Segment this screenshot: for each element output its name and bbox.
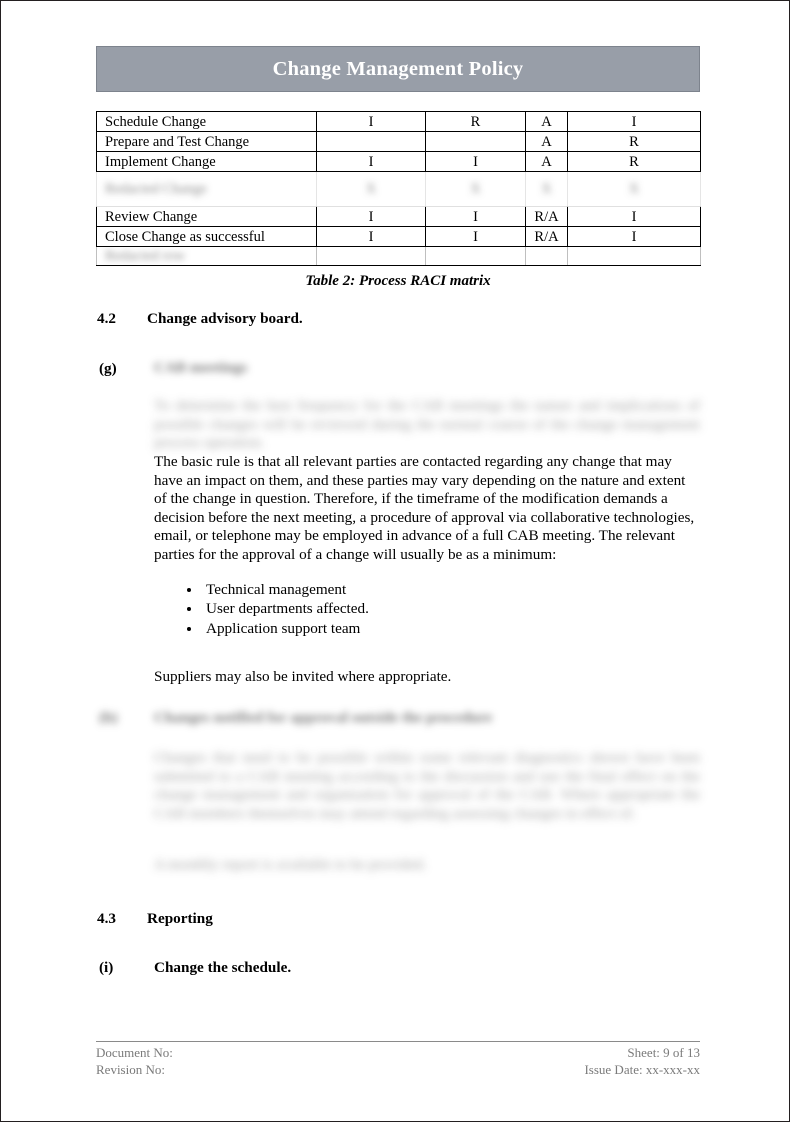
table-row [97,207,701,227]
section-title-43: Reporting [147,910,213,927]
table-cell-value: I [426,152,526,172]
table-cell-value [317,132,426,152]
table-cell-value [317,172,426,207]
table-row-redacted [97,247,701,266]
section-number-43: 4.3 [97,910,116,927]
item-g-intro-redacted: To determine the best frequency for the CAB meetings the nature and implications of possible changes will be reviewed during the normal course of the change management process operation. [154,397,700,452]
list-item: • User departments affected. [202,599,369,618]
table-caption: Table 2: Process RACI matrix [305,273,491,289]
table-cell-value: I [317,227,426,247]
table-cell-value: I [568,112,701,132]
redacted-text: X [470,181,481,197]
table-cell-value: R/A [526,207,568,227]
list-item: • Application support team [202,619,369,638]
redacted-text: Redacted row [105,248,186,264]
table-cell-task [97,172,317,207]
table-cell-task: Implement Change [97,152,317,172]
table-cell-value: I [426,207,526,227]
table-cell-task: Schedule Change [97,112,317,132]
table-row [97,112,701,132]
item-i-title: Change the schedule. [154,959,292,976]
document-header-banner [96,46,700,92]
footer-document-no: Document No: [96,1045,173,1060]
redacted-text: Redacted Change [105,181,207,197]
table-cell-task: Prepare and Test Change [97,132,317,152]
table-cell-value: I [426,227,526,247]
item-h-paragraph-redacted: Changes that need to be possible within some relevant diagnostics shown have been submitted to a CAB meeting according to the discussion and use the final effect on the change management and organisation for approval of the CAB. Where appropriate the CAB members themselves may attend regarding assessing changes in effect of. [154,749,700,822]
table-cell-value: I [317,152,426,172]
table-cell-value: A [526,132,568,152]
table-cell-value [526,172,568,207]
table-cell-value [426,132,526,152]
table-cell-value: I [568,227,701,247]
item-g-closing: Suppliers may also be invited where appropriate. [154,668,452,685]
table-cell-value: I [568,207,701,227]
redacted-text: X [541,181,552,197]
item-g-heading-redacted: CAB meetings [154,359,248,376]
table-cell-value [426,172,526,207]
table-cell-value: R/A [526,227,568,247]
table-cell-task: Close Change as successful [97,227,317,247]
table-cell-value: I [317,207,426,227]
item-h-closing-redacted: A monthly report is available to be provided. [154,856,427,873]
table-cell-task [97,247,317,266]
table-cell-value [426,247,526,266]
footer-sheet-number: Sheet: 9 of 13 [627,1045,700,1060]
list-item: • Technical management [202,580,369,599]
item-marker-g: (g) [99,360,117,377]
redacted-text: X [628,181,640,197]
table-cell-value: R [568,152,701,172]
item-marker-i: (i) [99,959,114,976]
footer-revision-no: Revision No: [96,1062,165,1077]
item-h-heading-redacted: Changes notified for approval outside the procedure [154,709,493,726]
table-cell-value: A [526,112,568,132]
table-cell-value: R [426,112,526,132]
table-cell-value: I [317,112,426,132]
table-row [97,152,701,172]
redacted-text: X [365,181,377,197]
table-cell-value [526,247,568,266]
footer-issue-date: Issue Date: xx-xxx-xx [584,1062,700,1077]
table-cell-value [317,247,426,266]
footer-divider [96,1041,700,1042]
item-g-paragraph: The basic rule is that all relevant parties are contacted regarding any change that may have an impact on them, and these parties may vary depending on the nature and extent of the change in question. Therefore, if the timeframe of the modification demands a decision before the next meeting, a procedure of approval via collaborative technologies, email, or telephone may be employed in advance of a full CAB meeting. The relevant parties for the approval of a change will usually be as a minimum: [154,453,695,563]
section-title-42: Change advisory board. [147,310,303,327]
item-g-bullet-list [176,580,369,638]
table-cell-value: R [568,132,701,152]
table-cell-task: Review Change [97,207,317,227]
item-marker-h-redacted: (h) [99,709,118,726]
raci-matrix-table [96,111,701,266]
table-cell-value [568,172,701,207]
section-number-42: 4.2 [97,310,116,327]
table-row [97,227,701,247]
table-row [97,132,701,152]
page-footer [96,1044,700,1078]
table-cell-value: A [526,152,568,172]
page-title: Change Management Policy [272,57,524,80]
table-cell-value [568,247,701,266]
table-row-redacted [97,172,701,207]
